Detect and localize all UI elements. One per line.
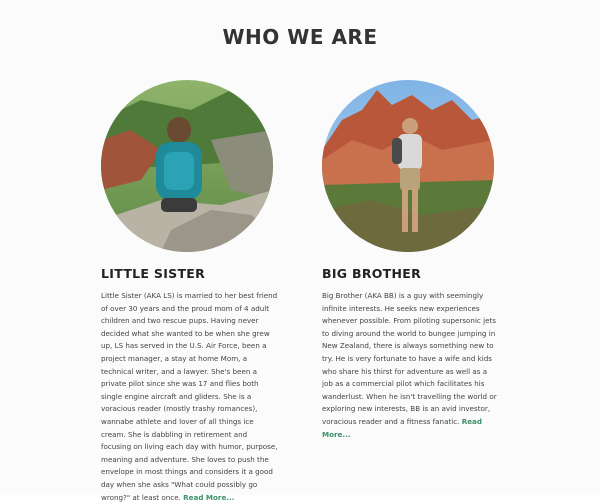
section-title: WHO WE ARE (222, 25, 378, 49)
big-brother-read-more-link[interactable]: Read More... (322, 416, 482, 439)
little-sister-name: LITTLE SISTER (101, 266, 206, 281)
person-card-little-sister (101, 80, 301, 504)
big-brother-name: BIG BROTHER (322, 266, 422, 281)
person-card-big-brother (322, 80, 522, 441)
little-sister-photo (101, 80, 273, 252)
little-sister-bio (101, 290, 279, 504)
little-sister-bio-text: Little Sister (AKA LS) is married to her best friend of over 30 years and the proud mom of 4 adult children and two rescue pups. Having never decided what she wanted to be when she grew up, LS has served in the U.S. Air Force, been a project manager, a stay at home Mom, a technical writer, and a lawyer. She's been a private pilot since she was 17 and flies both single engine aircraft and gliders. She is a voracious reader (mostly trashy romances), wannabe athlete and lover of all things ice cream. She is dabbling in retirement and focusing on living each day with humor, purpose, meaning and adventure. She loves to push the envelope in most things and considers it a good day when she asks "What could possibly go wrong?" at least once. (101, 291, 278, 502)
hiker-standing-red-rocks-photo (322, 80, 494, 252)
big-brother-bio (322, 290, 500, 441)
big-brother-photo (322, 80, 494, 252)
big-brother-bio-text: Big Brother (AKA BB) is a guy with seemingly infinite interests. He seeks new experiences whenever possible. From piloting supersonic jets to diving around the world to bungee jumping in New Zealand, there is always something new to try. He is very fortunate to have a wife and kids who share his thirst for adventure as well as a job as a commercial pilot which facilitates his wanderlust. When he isn't travelling the world or exploring new interests, BB is an avid investor, voracious reader and a fitness fanatic. (322, 291, 497, 426)
little-sister-read-more-link[interactable]: Read More... (183, 492, 235, 502)
hiker-sitting-on-cliff-photo (101, 80, 273, 252)
